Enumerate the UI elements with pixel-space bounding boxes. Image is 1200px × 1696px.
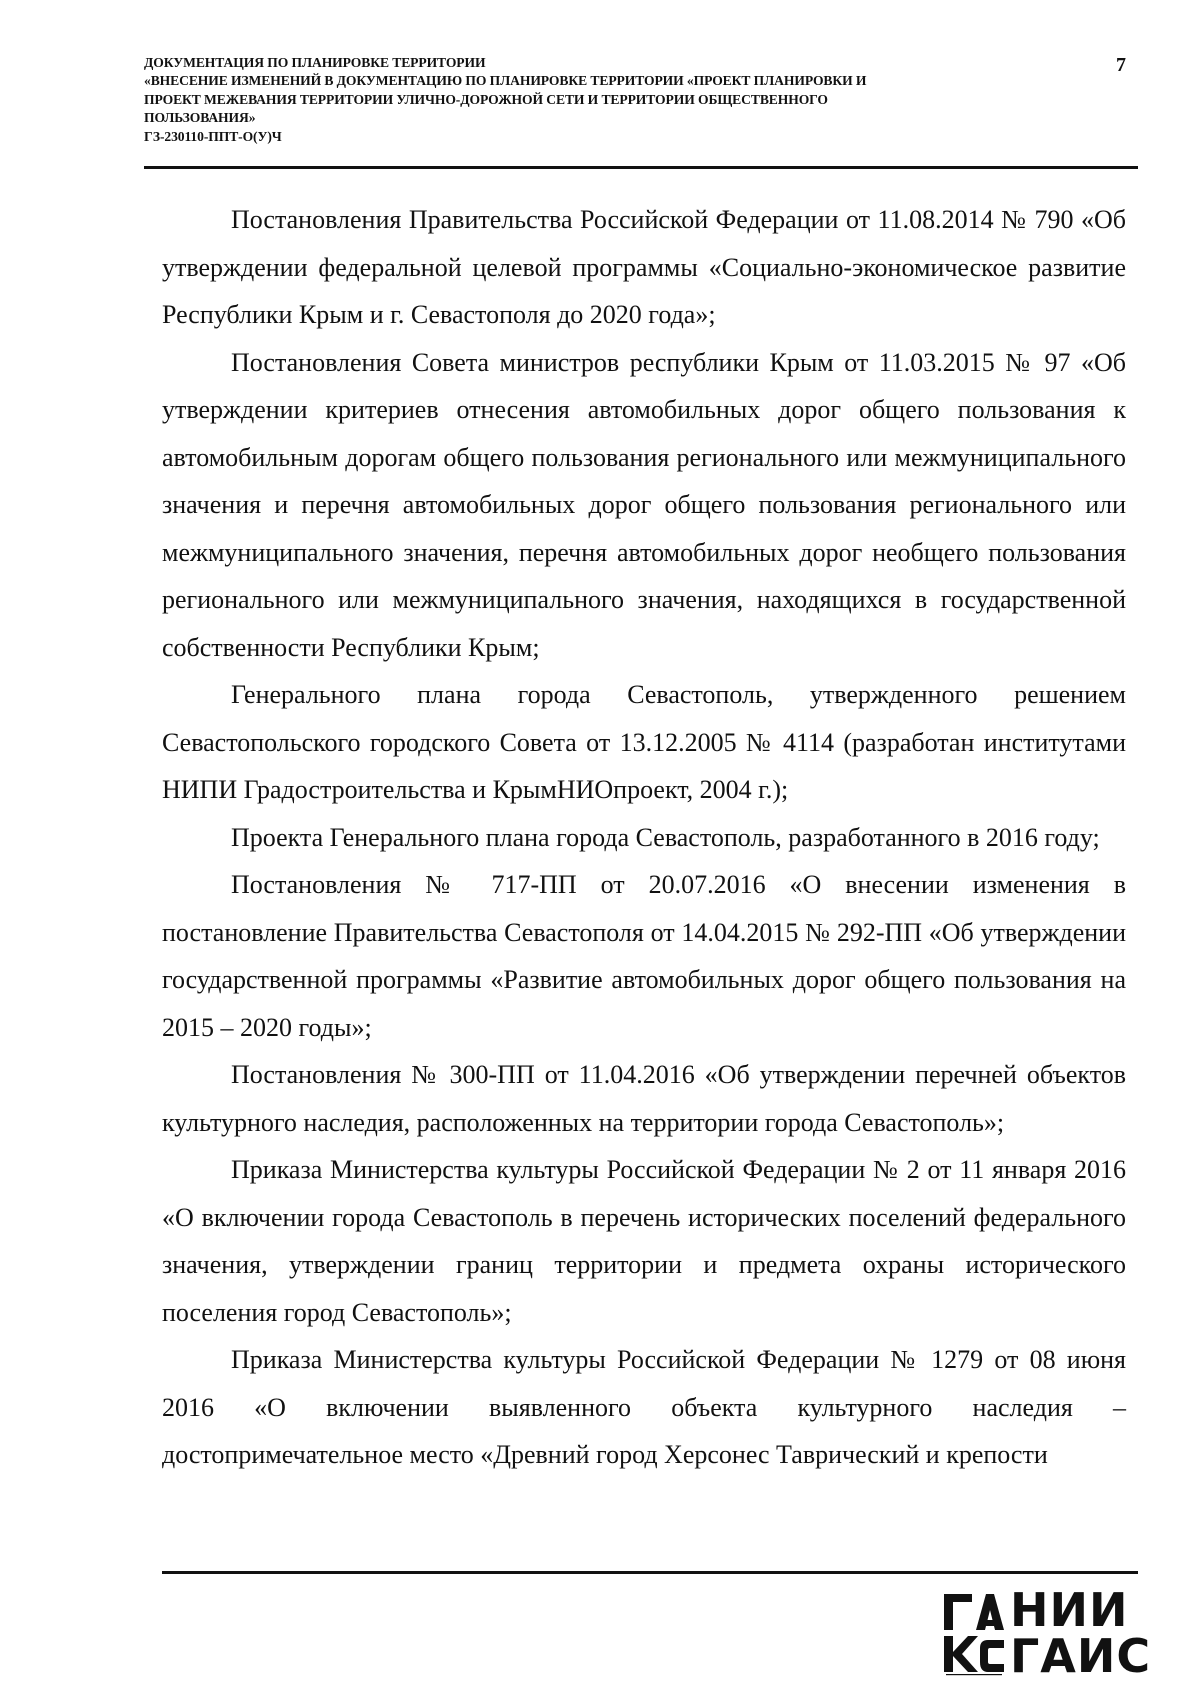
header-line-1: ДОКУМЕНТАЦИЯ ПО ПЛАНИРОВКЕ ТЕРРИТОРИИ xyxy=(144,55,486,70)
logo-mark-icon xyxy=(944,1592,1006,1676)
document-header xyxy=(144,54,1044,146)
paragraph: Проекта Генерального плана города Севастополь, разработанного в 2016 году; xyxy=(231,822,1100,852)
footer-divider xyxy=(162,1571,1138,1574)
header-line-2: «ВНЕСЕНИЕ ИЗМЕНЕНИЙ В ДОКУМЕНТАЦИЮ ПО ПЛАНИРОВКЕ ТЕРРИТОРИИ «ПРОЕКТ ПЛАНИРОВКИ И xyxy=(144,73,867,89)
paragraph: Постановления № 300-ПП от 11.04.2016 «Об утверждении перечней объектов культурного наследия, расположенных на территории города Севастополь»; xyxy=(162,1060,1126,1137)
paragraph: Приказа Министерства культуры Российской Федерации № 1279 от 08 июня 2016 «О включении выявленного объекта культурного наследия – достопримечательное место «Древний город Херсонес Таврический и крепости xyxy=(162,1345,1126,1469)
header-line-3: ПРОЕКТ МЕЖЕВАНИЯ ТЕРРИТОРИИ УЛИЧНО-ДОРОЖНОЙ СЕТИ И ТЕРРИТОРИИ ОБЩЕСТВЕННОГО xyxy=(144,91,828,107)
paragraph: Постановления № 717-ПП от 20.07.2016 «О внесении изменения в постановление Правительства Севастополя от 14.04.2015 № 292-ПП «Об утверждении государственной программы «Развитие автомобильных дорог общего пользования на 2015 – 2020 годы»; xyxy=(162,870,1126,1042)
paragraph: Постановления Правительства Российской Федерации от 11.08.2014 № 790 «Об утверждении федеральной целевой программы «Социально-экономическое развитие Республики Крым и г. Севастополя до 2020 года»; xyxy=(162,205,1126,329)
paragraph: Приказа Министерства культуры Российской Федерации № 2 от 11 января 2016 «О включении города Севастополь в перечень исторических поселений федерального значения, утверждении границ территории и предмета охраны исторического поселения город Севастополь»; xyxy=(162,1155,1126,1327)
logo-text-line-1: НИИ xyxy=(1010,1583,1129,1637)
page-number: 7 xyxy=(1116,54,1126,76)
document-body xyxy=(162,196,1126,1479)
header-divider xyxy=(144,166,1138,169)
document-code: ГЗ-230110-ППТ-О(У)Ч xyxy=(144,128,282,144)
logo-text-line-2: ГАИС xyxy=(1010,1629,1152,1683)
paragraph: Генерального плана города Севастополь, утвержденного решением Севастопольского городского Совета от 13.12.2005 № 4114 (разработан институтами НИПИ Градостроительства и КрымНИОпроект, 2004 г.); xyxy=(162,680,1126,804)
paragraph: Постановления Совета министров республики Крым от 11.03.2015 № 97 «Об утверждении критериев отнесения автомобильных дорог общего пользования к автомобильным дорогам общего пользования регионального или межмуниципального значения и перечня автомобильных дорог общего пользования регионального или межмуниципального значения, перечня автомобильных дорог необщего пользования регионального или межмуниципального значения, находящихся в государственной собственности Республики Крым; xyxy=(162,347,1126,662)
header-line-4: ПОЛЬЗОВАНИЯ» xyxy=(144,110,256,126)
institute-logo xyxy=(944,1583,1152,1683)
